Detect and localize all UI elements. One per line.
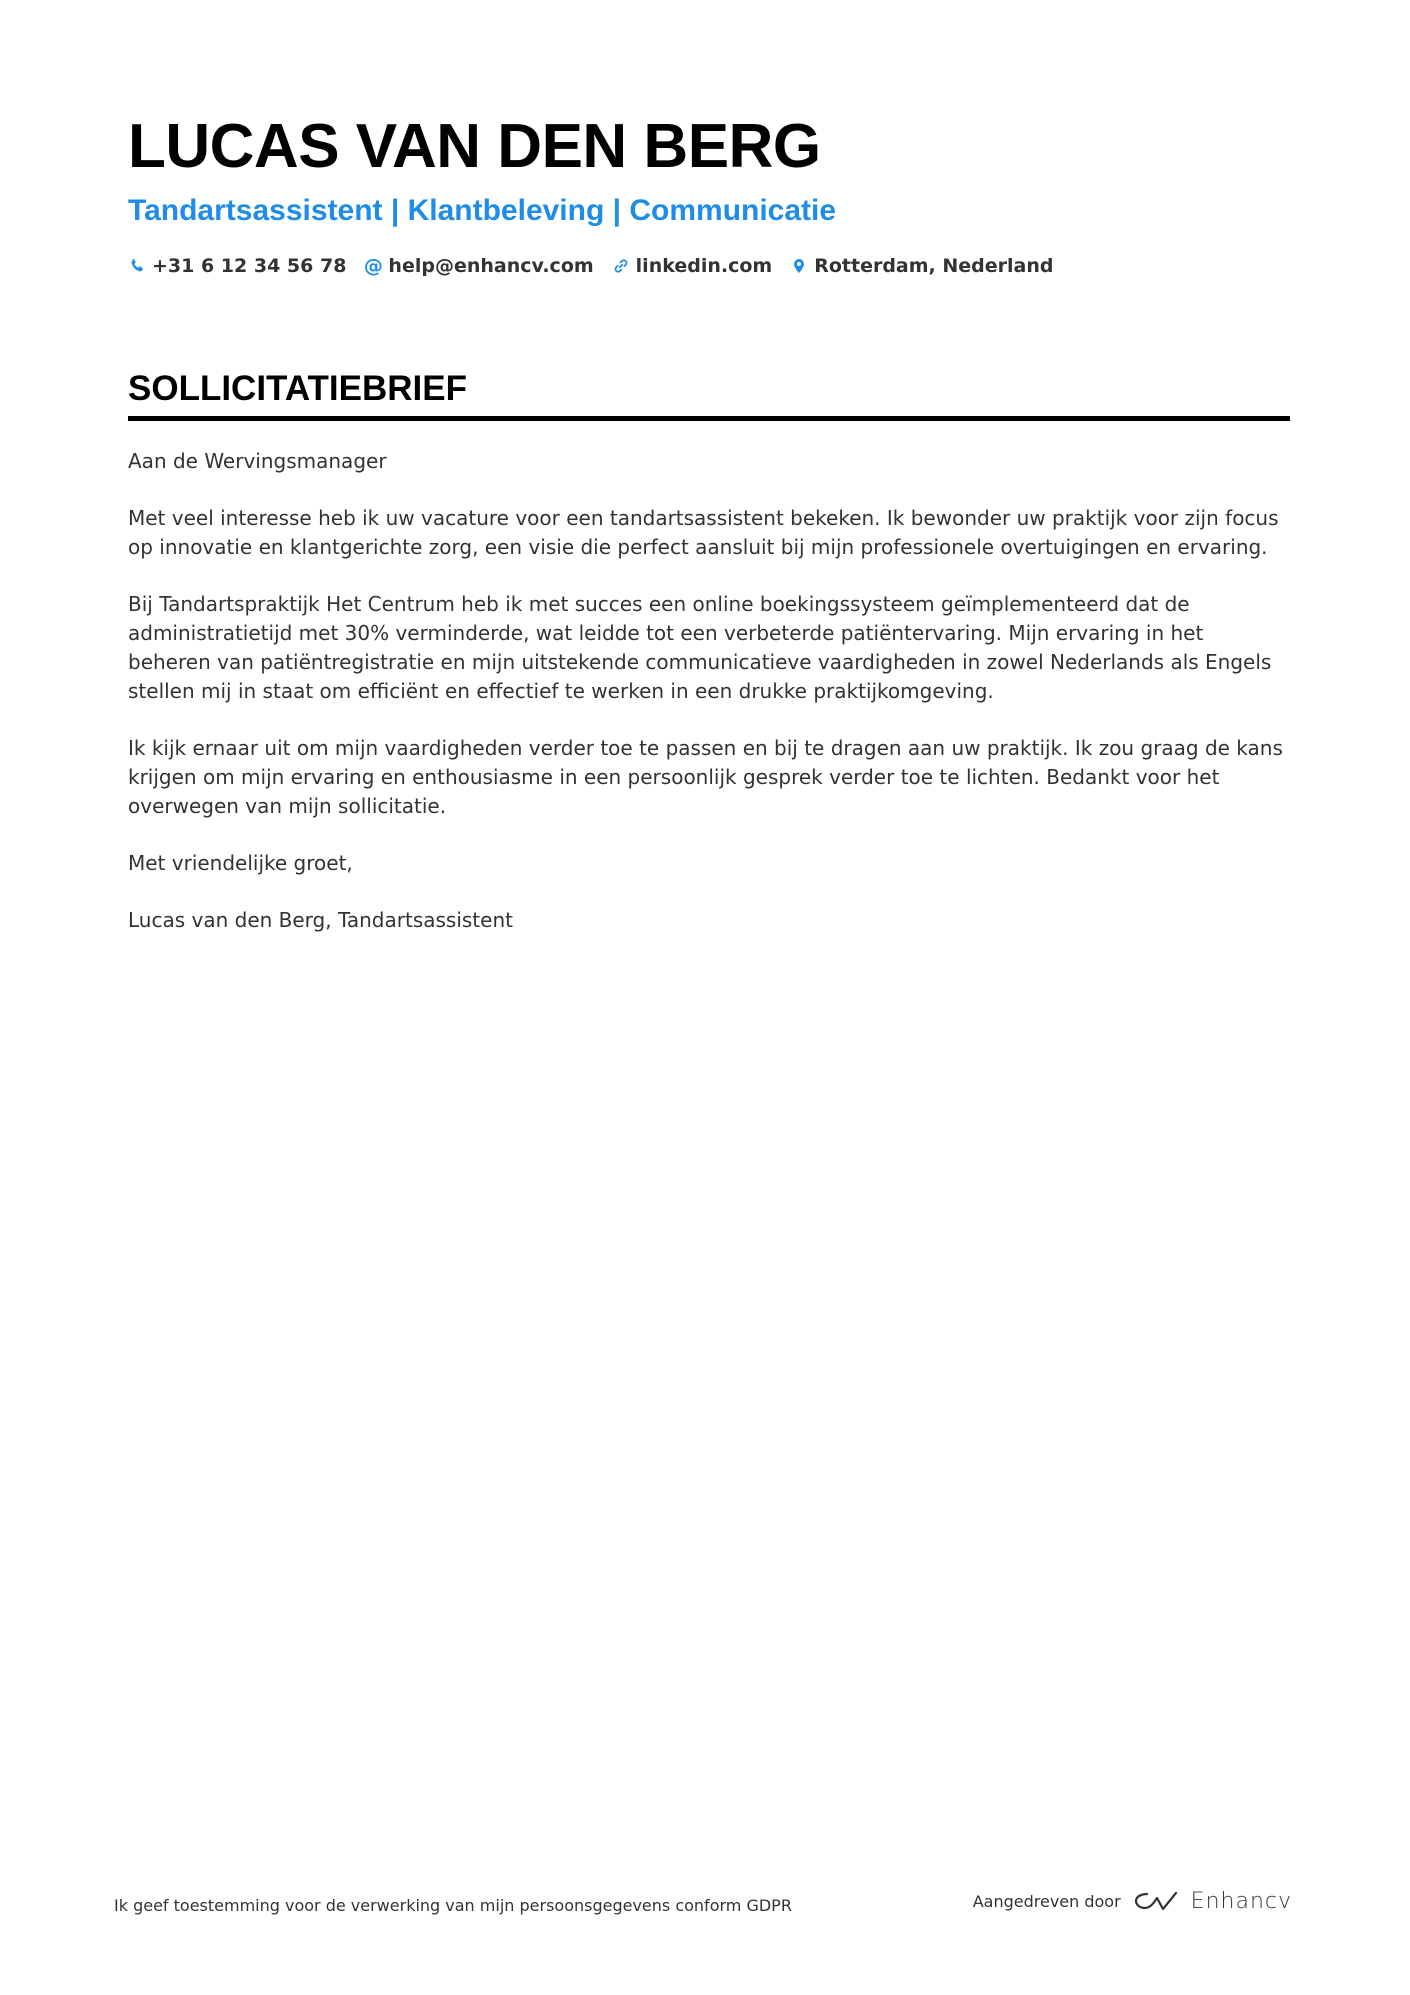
- brand-name: Enhancv: [1190, 1888, 1292, 1914]
- powered-by-text: Aangedreven door: [972, 1891, 1121, 1911]
- letter-paragraph: Ik kijk ernaar uit om mijn vaardigheden verder toe te passen en bij te dragen aan uw praktijk. Ik zou graag de kans krijgen om mijn ervaring en enthousiasme in een persoonlijk gesprek verder toe te lichten. Bedankt voor het overwegen van mijn sollicitatie.: [128, 736, 1283, 818]
- enhancv-logo[interactable]: [1133, 1888, 1292, 1914]
- contact-phone: [128, 254, 346, 278]
- contact-location: [790, 254, 1053, 278]
- letter-paragraph: Bij Tandartspraktijk Het Centrum heb ik met succes een online boekingssysteem geïmplementeerd dat de administratietijd met 30% verminderde, wat leidde tot een verbeterde patiëntervaring. Mijn ervaring in het beheren van patiëntregistratie en mijn uitstekende communicatieve vaardigheden in zowel Nederlands als Engels stellen mij in staat om efficiënt en effectief te werken in een drukke praktijkomgeving.: [128, 592, 1272, 703]
- phone-icon: [128, 257, 146, 275]
- letter-closing: Met vriendelijke groet,: [128, 851, 353, 875]
- contact-linkedin[interactable]: [612, 254, 773, 278]
- powered-by[interactable]: [973, 1888, 1292, 1914]
- section-title: SOLLICITATIEBRIEF: [128, 368, 1290, 421]
- letter-body: [128, 447, 1290, 935]
- contact-linkedin-text[interactable]: linkedin.com: [635, 255, 773, 277]
- gdpr-consent: Ik geef toestemming voor de verwerking van mijn persoonsgegevens conform GDPR: [114, 1896, 792, 1915]
- candidate-headline: Tandartsassistent | Klantbeleving | Communicatie: [128, 194, 837, 227]
- contact-bar: [128, 254, 1290, 278]
- letter-salutation: Aan de Wervingsmanager: [128, 449, 387, 473]
- letter-paragraph: Met veel interesse heb ik uw vacature voor een tandartsassistent bekeken. Ik bewonder uw praktijk voor zijn focus op innovatie en klantgerichte zorg, een visie die perfect aansluit bij mijn professionele overtuigingen en ervaring.: [128, 506, 1279, 559]
- contact-email-text[interactable]: help@enhancv.com: [388, 255, 594, 277]
- link-icon: [612, 257, 630, 275]
- at-icon: @: [363, 255, 383, 277]
- contact-location-text: Rotterdam, Nederland: [814, 255, 1054, 277]
- candidate-name: LUCAS VAN DEN BERG: [128, 112, 821, 181]
- enhancv-logo-icon: [1133, 1888, 1179, 1914]
- contact-phone-text: +31 6 12 34 56 78: [152, 255, 347, 277]
- cover-letter-section: [128, 368, 1290, 963]
- contact-email[interactable]: [364, 254, 593, 278]
- location-pin-icon: [790, 257, 808, 275]
- letter-signature: Lucas van den Berg, Tandartsassistent: [128, 908, 513, 932]
- resume-header: [128, 110, 1290, 278]
